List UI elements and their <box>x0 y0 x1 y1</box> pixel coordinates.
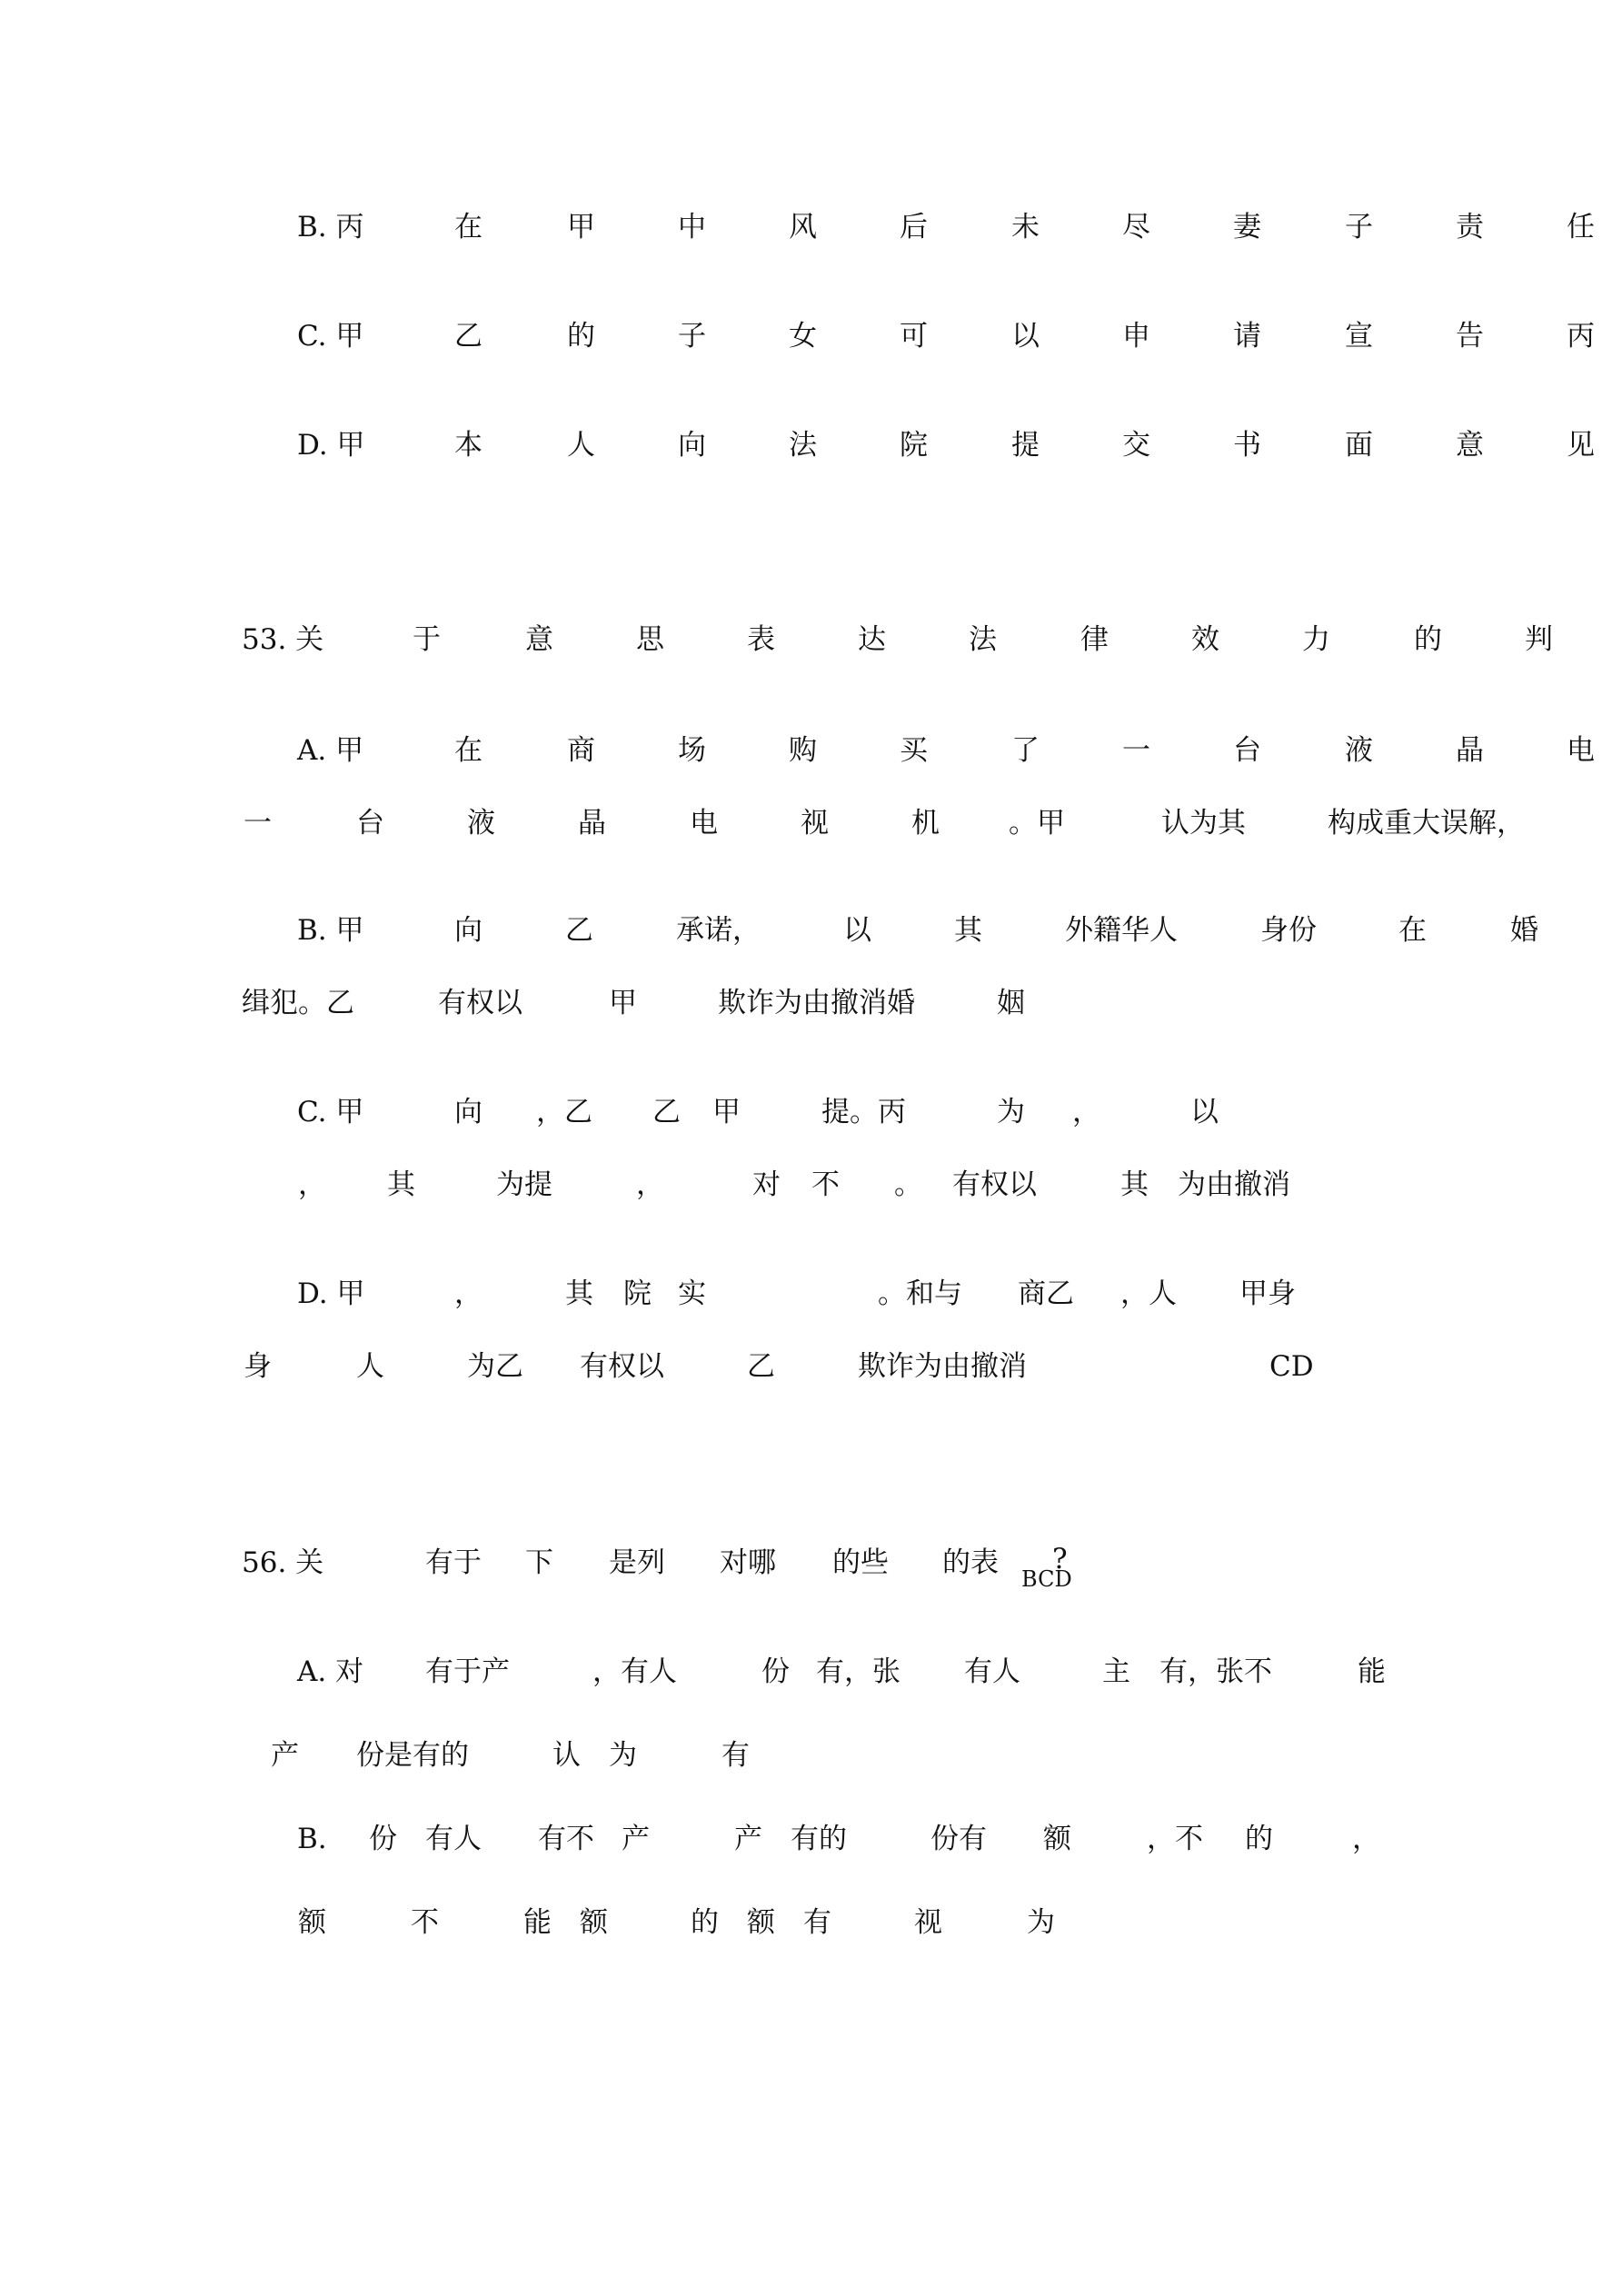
text-fragment: 乙 <box>454 320 483 353</box>
text-fragment: 子 <box>678 320 706 353</box>
option-a-line <box>0 731 1622 770</box>
text-fragment: 商乙 <box>1018 1277 1074 1310</box>
text-fragment: 实 <box>678 1277 706 1310</box>
text-fragment: D. 甲 <box>297 429 365 462</box>
text-fragment: 身 <box>244 1350 272 1383</box>
text-fragment: 电 <box>1567 734 1595 767</box>
text-fragment: 额 <box>580 1906 608 1939</box>
text-fragment: 额 <box>747 1906 775 1939</box>
text-fragment: 份是有的 <box>356 1739 469 1772</box>
text-fragment: 婚 <box>1510 914 1538 947</box>
option-d-line <box>0 425 1622 465</box>
text-fragment: 有人 <box>964 1655 1020 1688</box>
text-fragment: 份 <box>369 1823 397 1855</box>
option-b-line <box>0 910 1622 950</box>
text-fragment: 可 <box>900 320 928 353</box>
text-fragment: 。和与 <box>878 1277 962 1310</box>
text-fragment: 不 <box>811 1168 840 1201</box>
text-fragment: 其 <box>1120 1168 1149 1201</box>
continuation-line <box>0 983 1622 1023</box>
text-fragment: 的 <box>1245 1823 1273 1855</box>
text-fragment: 视 <box>914 1906 942 1939</box>
text-fragment: 其 <box>387 1168 415 1201</box>
text-fragment: 商 <box>567 734 595 767</box>
text-fragment: 认为其 <box>1161 807 1246 840</box>
text-fragment: 向 <box>678 429 706 462</box>
text-fragment: 有人 <box>425 1823 482 1855</box>
text-fragment: 有权以 <box>580 1350 664 1383</box>
text-fragment: 向 <box>454 914 483 947</box>
continuation-line <box>0 803 1622 843</box>
continuation-line <box>0 1165 1622 1205</box>
text-fragment: D. 甲 <box>297 1277 365 1310</box>
continuation-line <box>0 1347 1622 1387</box>
text-fragment: 乙 <box>565 914 593 947</box>
answer-label: BCD <box>1021 1566 1072 1592</box>
text-fragment: 甲 <box>712 1096 741 1128</box>
text-fragment: 在 <box>454 734 483 767</box>
text-fragment: 丙 <box>1567 320 1595 353</box>
continuation-line <box>0 1903 1622 1943</box>
text-fragment: 承诺， <box>676 914 761 947</box>
text-fragment: 提 <box>1011 429 1040 462</box>
option-b-line <box>0 207 1622 247</box>
text-fragment: 为 <box>997 1096 1025 1128</box>
text-fragment: 对 <box>752 1168 781 1201</box>
text-fragment: 欺诈为由撤消婚 <box>718 987 915 1019</box>
text-fragment: 晶 <box>578 807 606 840</box>
text-fragment: 液 <box>1345 734 1373 767</box>
text-fragment: ， <box>1072 1096 1100 1128</box>
text-fragment: 产 <box>734 1823 762 1855</box>
text-fragment: 主 <box>1102 1655 1130 1688</box>
option-b-line <box>0 1819 1622 1859</box>
text-fragment: 一 <box>1122 734 1150 767</box>
text-fragment: 力 <box>1302 623 1330 656</box>
text-fragment: 有，张不 <box>1159 1655 1272 1688</box>
text-fragment: 意 <box>1456 429 1484 462</box>
text-fragment: 电 <box>690 807 718 840</box>
text-fragment: 子 <box>1345 211 1373 244</box>
text-fragment: 不 <box>411 1906 439 1939</box>
text-fragment: 提。丙 <box>821 1096 906 1128</box>
text-fragment: 宣 <box>1345 320 1373 353</box>
option-c-line <box>0 316 1622 356</box>
text-fragment: 甲 <box>609 987 637 1019</box>
text-fragment: 甲身 <box>1239 1277 1296 1310</box>
text-fragment: 视 <box>801 807 829 840</box>
text-fragment: 额 <box>298 1906 326 1939</box>
text-fragment: 产 <box>271 1739 299 1772</box>
text-fragment: ， <box>454 1277 483 1310</box>
text-fragment: 为乙 <box>467 1350 523 1383</box>
text-fragment: B. <box>297 1823 327 1855</box>
text-fragment: 效 <box>1191 623 1219 656</box>
text-fragment: 身份 <box>1260 914 1317 947</box>
text-fragment: 欺诈为由撤消 <box>858 1350 1027 1383</box>
text-fragment: 院 <box>623 1277 652 1310</box>
text-fragment: C. 甲 <box>297 320 364 353</box>
text-fragment: 向 <box>454 1096 483 1128</box>
text-fragment: 为 <box>1027 1906 1055 1939</box>
text-fragment: 告 <box>1456 320 1484 353</box>
text-fragment: 律 <box>1080 623 1109 656</box>
text-fragment: 妻 <box>1233 211 1261 244</box>
text-fragment: 以 <box>1190 1096 1219 1128</box>
text-fragment: A. 甲 <box>297 734 364 767</box>
text-fragment: 面 <box>1345 429 1373 462</box>
text-fragment: 以 <box>843 914 871 947</box>
text-fragment: 买 <box>900 734 928 767</box>
text-fragment: 在 <box>1398 914 1427 947</box>
text-fragment: ， <box>1352 1823 1380 1855</box>
text-fragment: 意 <box>525 623 553 656</box>
text-fragment: 有不 <box>538 1823 594 1855</box>
text-fragment: 产 <box>622 1823 650 1855</box>
text-fragment: ， <box>298 1168 326 1201</box>
text-fragment: 缉犯。乙 <box>242 987 354 1019</box>
text-fragment: 人 <box>356 1350 384 1383</box>
text-fragment: 人 <box>567 429 595 462</box>
text-fragment: 其 <box>565 1277 593 1310</box>
text-fragment: 以 <box>1011 320 1040 353</box>
text-fragment: 有 <box>803 1906 831 1939</box>
text-fragment: 表 <box>747 623 775 656</box>
text-fragment: 风 <box>789 211 817 244</box>
text-fragment: 达 <box>858 623 886 656</box>
text-fragment: 了 <box>1011 734 1040 767</box>
text-fragment: ? <box>1052 1543 1068 1575</box>
text-fragment: 53. 关 <box>242 623 324 656</box>
text-fragment: 的些 <box>832 1546 889 1579</box>
text-fragment: 有，张 <box>816 1655 901 1688</box>
text-fragment: 56. 关 <box>242 1546 324 1579</box>
text-fragment: 于 <box>413 623 441 656</box>
text-fragment: 晶 <box>1456 734 1484 767</box>
text-fragment: 法 <box>969 623 997 656</box>
text-fragment: ，人 <box>1120 1277 1177 1310</box>
question-53-line <box>0 620 1622 660</box>
text-fragment: 台 <box>356 807 384 840</box>
text-fragment: A. 对 <box>297 1655 364 1688</box>
text-fragment: 能 <box>523 1906 552 1939</box>
text-fragment: 甲 <box>567 211 595 244</box>
continuation-line <box>0 1735 1622 1775</box>
text-fragment: 思 <box>636 623 664 656</box>
text-fragment: B. 丙 <box>297 211 364 244</box>
text-fragment: 其 <box>954 914 982 947</box>
text-fragment: 液 <box>467 807 495 840</box>
text-fragment: 下 <box>525 1546 553 1579</box>
text-fragment: 机 <box>911 807 940 840</box>
text-fragment: 申 <box>1122 320 1150 353</box>
text-fragment: ，不 <box>1147 1823 1203 1855</box>
text-fragment: 对哪 <box>720 1546 776 1579</box>
text-fragment: 女 <box>789 320 817 353</box>
text-fragment: 能 <box>1358 1655 1386 1688</box>
text-fragment: 一 <box>244 807 272 840</box>
option-d-line <box>0 1274 1622 1314</box>
text-fragment: B. 甲 <box>297 914 364 947</box>
text-fragment: 有的 <box>791 1823 847 1855</box>
text-fragment: 购 <box>789 734 817 767</box>
text-fragment: 外籍华人 <box>1065 914 1178 947</box>
text-fragment: 有 <box>721 1739 750 1772</box>
text-fragment: C. 甲 <box>297 1096 364 1128</box>
text-fragment: 交 <box>1122 429 1150 462</box>
text-fragment: 的 <box>567 320 595 353</box>
text-fragment: 有于产 <box>425 1655 510 1688</box>
text-fragment: 本 <box>454 429 483 462</box>
text-fragment: 请 <box>1233 320 1261 353</box>
text-fragment: 乙 <box>652 1096 681 1128</box>
text-fragment: 场 <box>678 734 706 767</box>
text-fragment: 书 <box>1233 429 1261 462</box>
text-fragment: 有于 <box>425 1546 482 1579</box>
text-fragment: 。甲 <box>1009 807 1065 840</box>
text-fragment: 尽 <box>1122 211 1150 244</box>
text-fragment: 的表 <box>942 1546 999 1579</box>
text-fragment: 为由撤消 <box>1178 1168 1290 1201</box>
option-a-line <box>0 1652 1622 1692</box>
text-fragment: 见 <box>1567 429 1595 462</box>
text-fragment: 。 <box>894 1168 922 1201</box>
text-fragment: 为 <box>609 1739 637 1772</box>
text-fragment: 是列 <box>609 1546 665 1579</box>
text-fragment: 的 <box>1414 623 1442 656</box>
text-fragment: 有权以 <box>952 1168 1037 1201</box>
text-fragment: 认 <box>552 1739 581 1772</box>
text-fragment: 未 <box>1011 211 1040 244</box>
answer-label: CD <box>1269 1350 1314 1383</box>
text-fragment: 在 <box>454 211 483 244</box>
text-fragment: 后 <box>900 211 928 244</box>
question-56-line <box>0 1543 1622 1592</box>
text-fragment: 构成重大误解， <box>1328 807 1525 840</box>
text-fragment: ， <box>636 1168 664 1201</box>
text-fragment: 任 <box>1567 211 1595 244</box>
text-fragment: 责 <box>1456 211 1484 244</box>
text-fragment: 法 <box>789 429 817 462</box>
text-fragment: 份有 <box>930 1823 987 1855</box>
text-fragment: 姻 <box>997 987 1025 1019</box>
text-fragment: 院 <box>900 429 928 462</box>
text-fragment: 台 <box>1233 734 1261 767</box>
text-fragment: 有权以 <box>438 987 522 1019</box>
text-fragment: 的 <box>691 1906 719 1939</box>
text-fragment: 为提 <box>496 1168 552 1201</box>
text-fragment: 乙 <box>747 1350 775 1383</box>
text-fragment: ，有人 <box>592 1655 677 1688</box>
option-c-line <box>0 1092 1622 1132</box>
text-fragment: ，乙 <box>536 1096 592 1128</box>
text-fragment: 额 <box>1043 1823 1071 1855</box>
text-fragment: 份 <box>761 1655 790 1688</box>
text-fragment: 中 <box>678 211 706 244</box>
text-fragment: 判 <box>1525 623 1553 656</box>
